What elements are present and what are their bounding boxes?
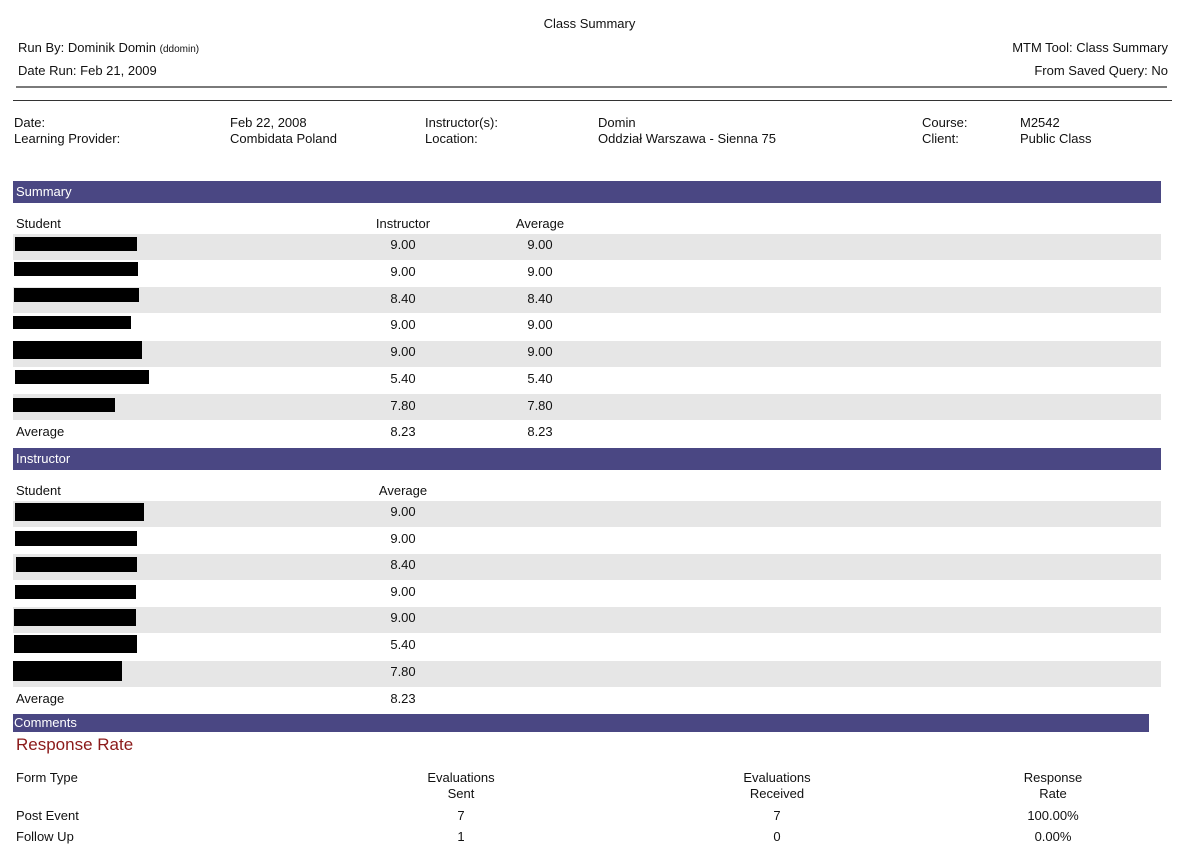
instructor-average-row [13,688,1161,714]
summary-instructor-score: 9.00 [390,237,416,252]
table-row [13,287,1161,313]
summary-instructor-score: 8.40 [390,291,416,306]
run-by-name: Dominik Domin [67,40,157,55]
summary-average-score: 9.00 [527,264,553,279]
summary-instructor-score: 9.00 [390,344,416,359]
redacted-student-name [13,661,122,681]
summary-col-student: Student [16,216,61,231]
table-row [13,261,1161,287]
run-by-user: (ddomin) [159,44,200,55]
table-row [13,341,1161,367]
response-received: 7 [773,808,781,823]
summary-col-average: Average [515,216,565,231]
response-rate-title: Response Rate [16,735,134,754]
table-row [13,394,1161,420]
tool-name: MTM Tool: Class Summary [1012,40,1168,55]
response-sent: 1 [457,829,465,844]
info-course-label: Course: [922,115,968,130]
summary-average-score: 8.40 [527,291,553,306]
table-row [13,528,1161,554]
response-col-sent-line1: Evaluations [427,770,495,785]
instructor-average-score: 9.00 [390,531,416,546]
response-col-form-type: Form Type [16,770,78,785]
report-title: Class Summary [543,16,636,31]
redacted-student-name [14,609,136,626]
response-col-sent-line2: Sent [447,786,475,801]
info-date-value: Feb 22, 2008 [230,115,307,130]
summary-average-instructor: 8.23 [390,424,416,439]
summary-average-row [13,421,1161,447]
table-row [13,581,1161,607]
response-sent: 7 [457,808,465,823]
response-received: 0 [773,829,781,844]
instructor-average-score: 8.40 [390,557,416,572]
redacted-student-name [13,398,115,412]
run-by-label: Run By: [18,40,65,55]
info-location-label: Location: [425,131,478,146]
table-row [13,234,1161,260]
redacted-student-name [15,585,136,599]
summary-average-average: 8.23 [527,424,553,439]
summary-average-score: 9.00 [527,344,553,359]
redacted-student-name [13,341,142,359]
summary-col-instructor: Instructor [375,216,431,231]
summary-instructor-score: 5.40 [390,371,416,386]
summary-instructor-score: 7.80 [390,398,416,413]
response-form-type: Follow Up [16,829,74,844]
response-col-rate-line1: Response [1023,770,1083,785]
header-divider-thick [16,86,1167,88]
comments-section-header: Comments [13,714,1149,732]
info-location-value: Oddział Warszawa - Sienna 75 [598,131,776,146]
redacted-student-name [14,635,137,653]
response-rate: 100.00% [1027,808,1079,823]
instructor-average-score: 9.00 [390,610,416,625]
redacted-student-name [15,503,144,521]
redacted-student-name [14,288,139,302]
redacted-student-name [14,262,138,276]
redacted-student-name [15,370,149,384]
table-row [13,607,1161,633]
table-row [13,368,1161,394]
instructor-section-header: Instructor [13,448,1161,470]
summary-average-score: 7.80 [527,398,553,413]
instructor-average-score: 7.80 [390,664,416,679]
response-col-received-line1: Evaluations [743,770,811,785]
instructor-col-average: Average [378,483,428,498]
table-row [13,554,1161,580]
table-row [13,634,1161,660]
redacted-student-name [15,531,137,546]
summary-instructor-score: 9.00 [390,264,416,279]
date-run: Date Run: Feb 21, 2009 [18,63,157,78]
redacted-student-name [13,316,131,329]
instructor-average-score: 9.00 [390,584,416,599]
info-provider-value: Combidata Poland [230,131,337,146]
response-col-received-line2: Received [749,786,805,801]
instructor-col-student: Student [16,483,61,498]
instructor-average-score: 9.00 [390,504,416,519]
summary-instructor-score: 9.00 [390,317,416,332]
response-col-received [717,770,837,802]
instructor-average-total: 8.23 [390,691,416,706]
summary-average-score: 9.00 [527,317,553,332]
response-col-sent [401,770,521,802]
summary-average-score: 5.40 [527,371,553,386]
response-col-rate-line2: Rate [1039,786,1067,801]
summary-average-label: Average [16,424,65,439]
response-col-rate [993,770,1113,802]
response-rate: 0.00% [1034,829,1072,844]
table-row [13,314,1161,340]
summary-section-header: Summary [13,181,1161,203]
info-client-value: Public Class [1020,131,1092,146]
table-row [13,501,1161,527]
info-instructor-value: Domin [598,115,636,130]
info-course-value: M2542 [1020,115,1060,130]
info-date-label: Date: [14,115,46,130]
redacted-student-name [15,237,137,251]
summary-average-score: 9.00 [527,237,553,252]
instructor-average-score: 5.40 [390,637,416,652]
info-provider-label: Learning Provider: [14,131,121,146]
saved-query: From Saved Query: No [1034,63,1168,78]
redacted-student-name [16,557,137,572]
table-row [13,661,1161,687]
header-divider-thin [13,100,1172,101]
run-by [18,40,199,55]
response-form-type: Post Event [16,808,79,823]
instructor-average-label: Average [16,691,65,706]
info-client-label: Client: [922,131,959,146]
info-instructor-label: Instructor(s): [425,115,498,130]
